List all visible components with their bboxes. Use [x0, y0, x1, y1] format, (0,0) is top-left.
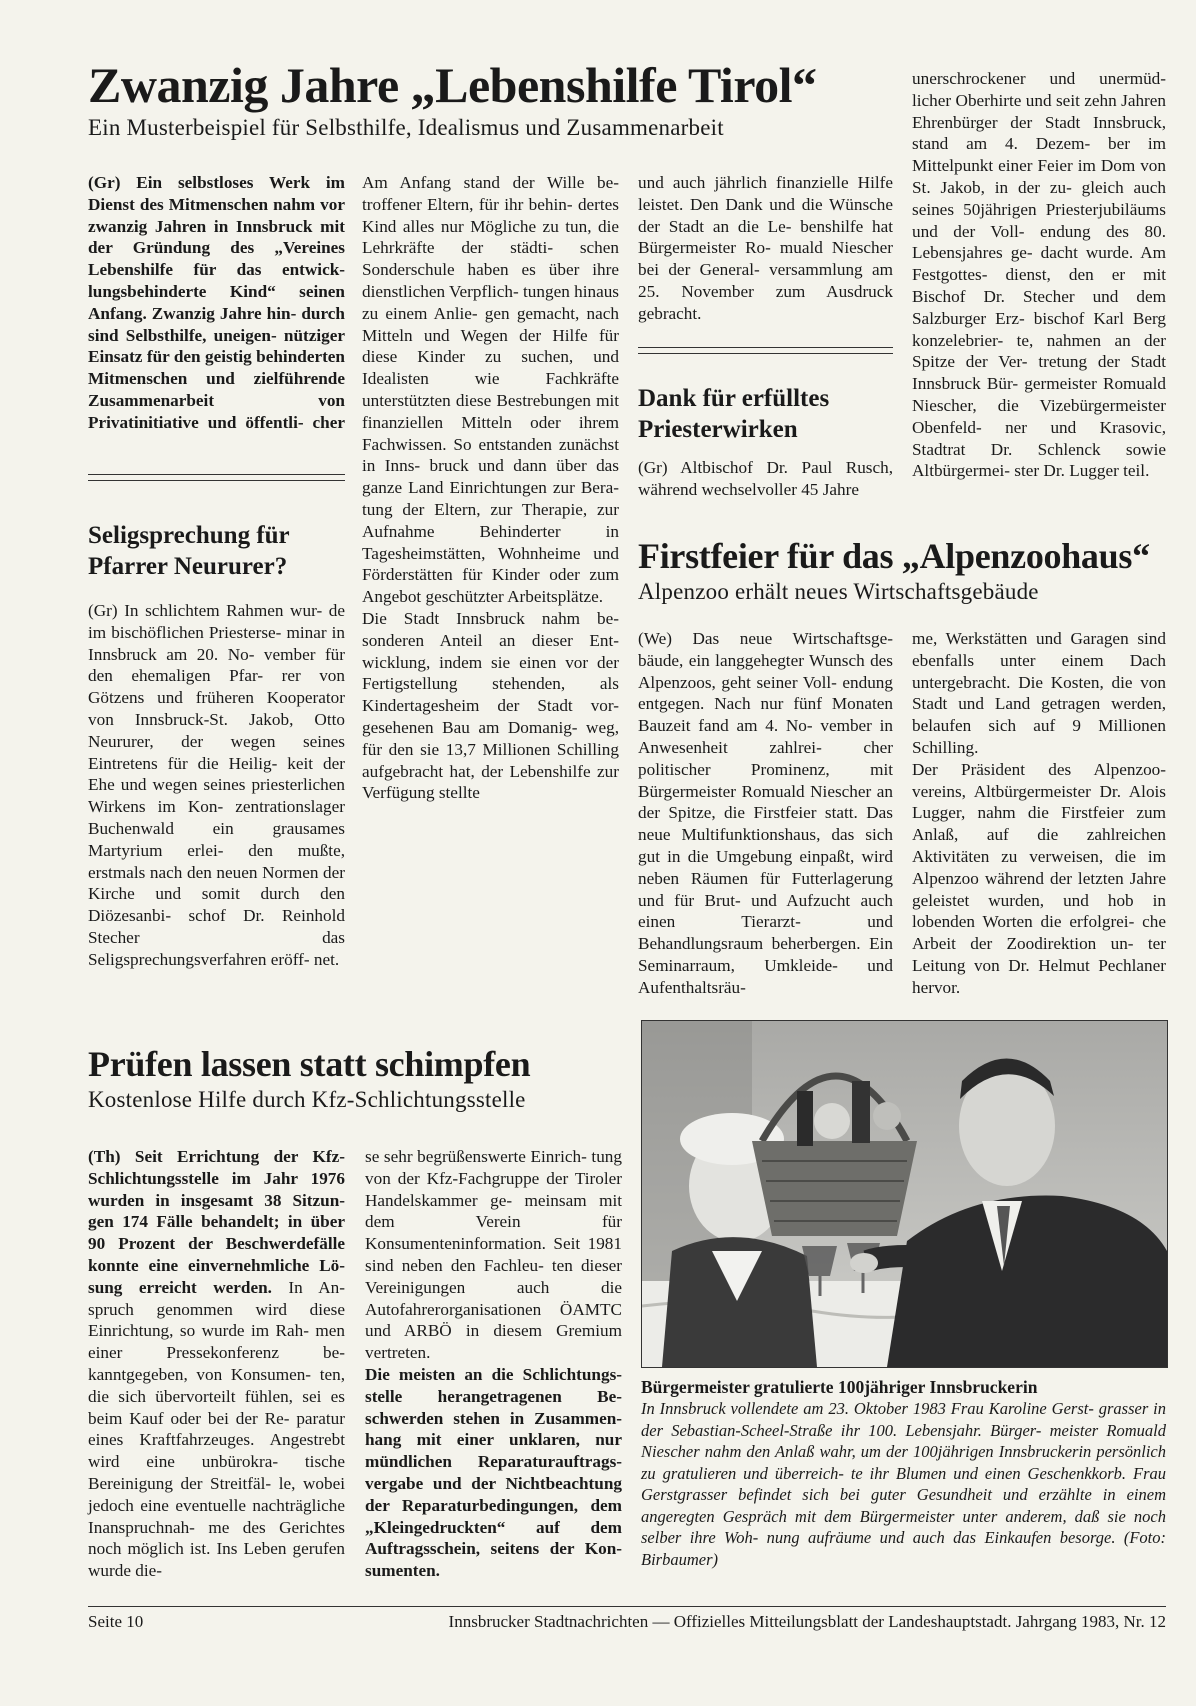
main-lead-column	[88, 172, 345, 434]
pruefen-text-a: In An- spruch genommen wird diese Einrichtung, so wurde im Rah- men einer Pressekonferenz be- kanntgegeben, von Konsumen- ten, die sich übervorteilt fühlen, sei es beim Kauf oder bei der Re- paratur eines Kraftfahrzeuges. Angestrebt wird eine unbürokra- tische Bereinigung der Streitfäl- le, wobei jedoch eine eventuelle nachträgliche Inanspruchnah- me des Gerichtes noch möglich ist. Ins Leben gerufen wurde die-	[88, 1277, 345, 1581]
dank-text-a: (Gr) Altbischof Dr. Paul Rusch, während wechselvoller 45 Jahre	[638, 458, 893, 499]
alpenzoo-column-b	[912, 628, 1166, 999]
pruefen-column-a	[88, 1146, 345, 1582]
alpenzoo-headline: Firstfeier für das „Alpenzoohaus“	[638, 536, 1150, 576]
main-body-column	[362, 172, 619, 804]
seligsprechung-headline: Seligsprechung für Pfarrer Neururer?	[88, 522, 290, 580]
pruefen-headline: Prüfen lassen statt schimpfen	[88, 1044, 531, 1084]
dank-text-b: unerschrockener und unermüd- licher Oberhirte und seit zehn Jahren Ehrenbürger der Stadt Innsbruck, stand am 4. Dezem- ber im Mittelpunkt einer Feier im Dom von St. Jakob, in der zu- gleich auch seines 50jährigen Priesterjubiläums und der Voll- endung des 80. Lebensjahres ge- dacht wurde. Am Festgottes- dienst, den er mit Bischof Dr. Stecher und dem Salzburger Erz- bischof Karl Berg konzelebrier- te, nahmen an der Spitze der Ver- tretung der Stadt Innsbruck Bür- germeister Romuald Niescher, die Vizebürgermeister Obenfeld- ner und Krasovic, Stadtrat Dr. Schlenck sowie Altbürgermei- ster Dr. Lugger teil.	[912, 69, 1166, 481]
divider	[88, 474, 345, 481]
page-number: Seite 10	[88, 1612, 144, 1631]
pruefen-text-b: se sehr begrüßenswerte Einrich- tung von der Kfz-Fachgruppe der Tiroler Handelskammer ge- meinsam mit dem Verein für Konsumenteninformation. Seit 1981 sind neben den Fachleu- ten dieser Vereinigungen auch die Autofahrerorganisationen ÖAMTC und ARBÖ in diesem Gremium vertreten.	[365, 1147, 622, 1363]
photo-illustration	[642, 1021, 1167, 1367]
main-body-p2: Die Stadt Innsbruck nahm be- sonderen Anteil an dieser Ent- wicklung, indem sie einen vor der Fertigstellung stehenden, als Kindertagesheim der Stadt vor- gesehenen Bau am Domanig- weg, für den sie 13,7 Millionen Schilling aufgebracht hat, der Lebenshilfe zur Verfügung stellte	[362, 608, 619, 803]
main-article-header	[88, 58, 828, 142]
dank-headline: Dank für erfülltes Priesterwirken	[638, 385, 830, 443]
photo-caption: In Innsbruck vollendete am 23. Oktober 1983 Frau Karoline Gerst- grasser in der Sebastian-Scheel-Straße ihr 100. Lebensjahr. Bürger- meister Romuald Niescher nahm den Anlaß wahr, um der 100jährigen Innsbruckerin persönlich zu gratulieren und überreich- te ihr Blumen und einen Geschenkkorb. Frau Gerstgrasser befindet sich bei guter Gesundheit und erzählte in einem angeregten Gespräch mit dem Bürgermeister unter anderem, daß sie noch selber ihre Woh- nung aufräume und auch das Einkaufen besorge. (Foto: Birbaumer)	[641, 1399, 1166, 1569]
pruefen-lead: (Th) Seit Errichtung der Kfz- Schlichtungsstelle im Jahr 1976 wurden in insgesamt 38 Sitzun- gen 174 Fälle behandelt; in über 90 Prozent der Beschwerdefälle konnte eine einvernehmliche Lö- sung erreicht werden.	[88, 1147, 345, 1297]
main-body-p1: Am Anfang stand der Wille be- troffener Eltern, für ihr behin- dertes Kind alles nur Mögliche zu tun, die Lehrkräfte der städti- schen Sonderschule haben es über ihre dienstlichen Verpflich- tungen hinaus zu einem Anlie- gen gemacht, nach Mitteln und Wegen der Hilfe für diese Kinder zu suchen, und Idealisten wie Fachkräfte unterstützten diese Bestrebungen mit finanziellen Mitteln oder ihrem Fachwissen. So entstanden zunächst in Inns- bruck und dann über das ganze Land Einrichtungen zur Bera- tung der Eltern, zur Therapie, zur Aufnahme Behinderter in Tagesheimstätten, Wohnheime und Förderstätten für Kinder oder zum Angebot geschützter Arbeitsplätze.	[362, 173, 619, 607]
alpenzoo-subheadline: Alpenzoo erhält neues Wirtschaftsgebäude	[638, 579, 1039, 604]
pruefen-header	[88, 1044, 628, 1114]
alpenzoo-text-b1: me, Werkstätten und Garagen sind ebenfalls unter einem Dach untergebracht. Die Kosten, die von Stadt und Land getragen werden, belaufen sich auf 9 Millionen Schilling.	[912, 629, 1166, 757]
photo-caption-block	[641, 1376, 1166, 1570]
main-body-p3: und auch jährlich finanzielle Hilfe leistet. Den Dank und die Wünsche der Stadt an die Le- benshilfe hat Bürgermeister Ro- muald Niescher bei der General- versammlung am 25. November zum Ausdruck gebracht.	[638, 173, 893, 323]
alpenzoo-text-a: (We) Das neue Wirtschaftsge- bäude, ein langgehegter Wunsch des Alpenzoos, geht seiner Voll- endung entgegen. Nach nur fünf Monaten Bauzeit fand am 4. No- vember in Anwesenheit zahlrei- cher politischer Prominenz, mit Bürgermeister Romuald Niescher an der Spitze, die Firstfeier statt. Das neue Multifunktionshaus, das sich gut in die Umgebung einpaßt, wird neben Räumen für Futterlagerung und für Brut- und Aufzucht auch einen Tierarzt- und Behandlungsraum beherbergen. Ein Seminarraum, Umkleide- und Aufenthaltsräu-	[638, 629, 893, 997]
main-subheadline: Ein Musterbeispiel für Selbsthilfe, Idealismus und Zusammenarbeit	[88, 115, 724, 140]
pruefen-column-b	[365, 1146, 622, 1582]
publication-line: Innsbrucker Stadtnachrichten — Offizielles Mitteilungsblatt der Landeshauptstadt. Jahrgang 1983, Nr. 12	[448, 1612, 1166, 1631]
news-photo	[641, 1020, 1168, 1368]
main-lead-text: (Gr) Ein selbstloses Werk im Dienst des Mitmenschen nahm vor zwanzig Jahren in Innsbruck mit der Gründung des „Vereines Lebenshilfe für das entwick- lungsbehinderte Kind“ seinen Anfang. Zwanzig Jahre hin- durch sind Selbsthilfe, uneigen- nütziger Einsatz für den geistig behinderten Mitmenschen und zielführende Zusammenarbeit von Privatinitiative und öffentli- cher	[88, 173, 345, 432]
alpenzoo-header	[638, 536, 1166, 606]
pruefen-text-c: Die meisten an die Schlichtungs- stelle herangetragenen Be- schwerden stehen in Zusammen- hang mit einer unklaren, nur mündlichen Reparaturauftrags- vergabe und der Nichtbeachtung der Reparaturbedingungen, dem „Kleingedruckten“ auf dem Auftragsschein, seitens der Kon- sumenten.	[365, 1364, 622, 1581]
main-end-column	[638, 172, 893, 325]
dank-article	[638, 383, 893, 501]
pruefen-subheadline: Kostenlose Hilfe durch Kfz-Schlichtungsstelle	[88, 1087, 526, 1112]
page-footer	[88, 1606, 1166, 1633]
main-headline: Zwanzig Jahre „Lebenshilfe Tirol“	[88, 57, 817, 113]
seligsprechung-article	[88, 520, 345, 971]
alpenzoo-column-a	[638, 628, 893, 999]
dank-continuation-column	[912, 68, 1166, 482]
divider	[638, 347, 893, 354]
seligsprechung-text: (Gr) In schlichtem Rahmen wur- de im bischöflichen Priesterse- minar in Innsbruck am 20. No- vember für den ehemaligen Pfar- rer von Götzens und früheren Kooperator von Innsbruck-St. Jakob, Otto Neururer, der wegen seines Eintretens für die Heilig- keit der Ehe und wegen seines priesterlichen Wirkens im Kon- zentrationslager Buchenwald ein grausames Martyrium erlei- den mußte, erstmals nach den neuen Normen der Kirche und somit durch den Diözesanbi- schof Dr. Reinhold Stecher das Seligsprechungsverfahren eröff- net.	[88, 601, 345, 969]
photo-caption-title: Bürgermeister gratulierte 100jähriger Innsbruckerin	[641, 1377, 1038, 1397]
alpenzoo-text-b2: Der Präsident des Alpenzoo- vereins, Altbürgermeister Dr. Alois Lugger, nahm die Firstfeier zum Anlaß, auf die zahlreichen Aktivitäten zu verweisen, die im Alpenzoo während der letzten Jahre geleistet wurden, und hob in lobenden Worten die erfolgrei- che Arbeit der Zoodirektion un- ter Leitung von Dr. Helmut Pechlaner hervor.	[912, 759, 1166, 997]
